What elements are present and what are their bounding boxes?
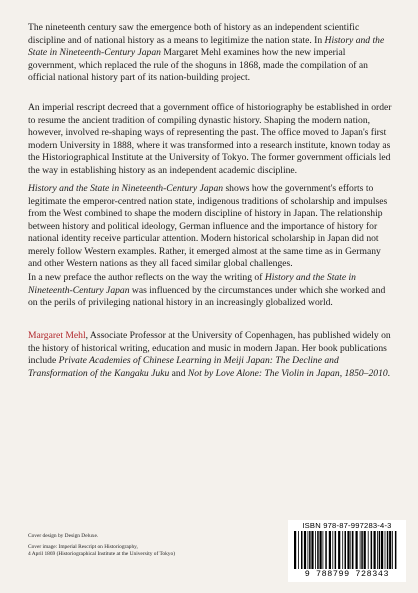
barcode-bar <box>374 531 376 569</box>
p1-text-a: The nineteenth century saw the emergence both of history as an independent scientific discipline and of national history as a means to legitimize the nation state. In <box>28 22 360 46</box>
design-credit: Cover design by Design Deluxe. <box>28 533 99 539</box>
blurb-paragraph-3 <box>28 183 392 271</box>
barcode-bar <box>332 531 333 569</box>
barcode-bar <box>320 531 322 569</box>
barcode-bar <box>298 531 299 569</box>
barcode-bar <box>350 531 351 569</box>
bio-book-2: Not by Love Alone: The Violin in Japan, 1850–2010 <box>187 367 388 379</box>
barcode-bar <box>342 531 343 569</box>
image-credit-line-2: 4 April 1869 (Historiographical Institute at the University of Tokyo) <box>28 551 175 557</box>
barcode-bar <box>371 531 373 569</box>
isbn-label: ISBN 978-87-997283-4-3 <box>302 521 392 530</box>
barcode-bar <box>368 531 369 569</box>
author-name: Margaret Mehl <box>28 330 86 341</box>
barcode-bar <box>385 531 386 569</box>
p3-text-b: shows how the government's efforts to legitimate the emperor-centred nation state, indigenous traditions of scholarship and impulses from the West combined to shape the modern discipline of history in Japan. The relationship between history and political ideology, German influence and the importance of history for national identity receive particular attention. Modern historical scholarship in Japan did not merely follow Western examples. Rather, it emerged almost at the same time as in Germany and other Western nations as they all faced similar global challenges. <box>28 183 388 269</box>
barcode-bar <box>361 531 363 569</box>
p3-book-title: History and the State in Nineteenth-Century Japan <box>28 183 224 194</box>
barcode-bar <box>356 531 358 569</box>
barcode-bar <box>395 531 397 569</box>
barcode-bar <box>352 531 354 569</box>
p4-text-b: was influenced by the circumstances under which she worked and on the perils of privileging national history in an increasingly globalized world. <box>28 284 386 308</box>
author-bio <box>28 330 392 380</box>
barcode-bar <box>308 531 309 569</box>
barcode-bar <box>379 531 381 569</box>
barcode-bar <box>389 531 391 569</box>
barcode-bar <box>381 531 383 569</box>
image-credit-line-1: Cover image: Imperial Rescript on Historiography, <box>28 544 138 550</box>
isbn-barcode <box>288 520 406 582</box>
p2-text: An imperial rescript decreed that a government office of historiography be established in order to resume the ancient tradition of compiling dynastic history. Shaping the modern nation, however, involved re-shaping ways of representing the past. The office moved to Japan's first modern University in 1888, where it was transformed into a research institute, known today as the Historiographical Institute at the University of Tokyo. The former government officials led the way in establishing history as an independent academic discipline. <box>28 102 392 176</box>
barcode-bar <box>323 531 324 569</box>
p4-text-a: In a new preface the author reflects on the way the writing of <box>28 272 265 283</box>
barcode-bars-icon <box>294 531 400 569</box>
barcode-bar <box>392 531 393 569</box>
barcode-bar <box>360 531 361 569</box>
barcode-bar <box>377 531 378 569</box>
bio-book-1: Private Academies of Chinese Learning in Meiji Japan: The Decline and Transformation of the Kangaku Juku <box>28 355 339 379</box>
barcode-bar <box>315 531 316 569</box>
barcode-bar <box>347 531 349 569</box>
barcode-bar <box>338 531 340 569</box>
barcode-bar <box>317 531 319 569</box>
barcode-bar <box>301 531 303 569</box>
cover-credits <box>28 533 268 558</box>
barcode-bar <box>311 531 313 569</box>
barcode-bar <box>364 531 366 569</box>
barcode-bar <box>387 531 389 569</box>
barcode-bar <box>335 531 337 569</box>
p4-book-title: History and the State in Nineteenth-Century Japan <box>28 272 356 296</box>
blurb-paragraph-2 <box>28 102 392 177</box>
barcode-bar <box>294 531 296 569</box>
ean-digits: 9 788799 728343 <box>304 569 390 579</box>
barcode-bar <box>345 531 347 569</box>
bio-text-c: . <box>387 367 391 379</box>
barcode-bar <box>325 531 327 569</box>
barcode-bar <box>304 531 306 569</box>
barcode-bar <box>309 531 311 569</box>
barcode-bar <box>329 531 331 569</box>
blurb-paragraph-1 <box>28 22 392 85</box>
blurb-paragraph-4 <box>28 272 392 310</box>
bio-text-b: and <box>169 367 188 379</box>
bio-text-a: , Associate Professor at the University of Copenhagen, has published widely on the history of historical writing, education and music in modern Japan. Her book publications include <box>28 330 391 366</box>
p1-text-b: Margaret Mehl examines how the new imperial government, which replaced the rule of the shoguns in 1868, made the compilation of an official national history part of its nation-building project. <box>28 47 368 83</box>
p1-book-title: History and the State in Nineteenth-Century Japan <box>28 34 385 58</box>
